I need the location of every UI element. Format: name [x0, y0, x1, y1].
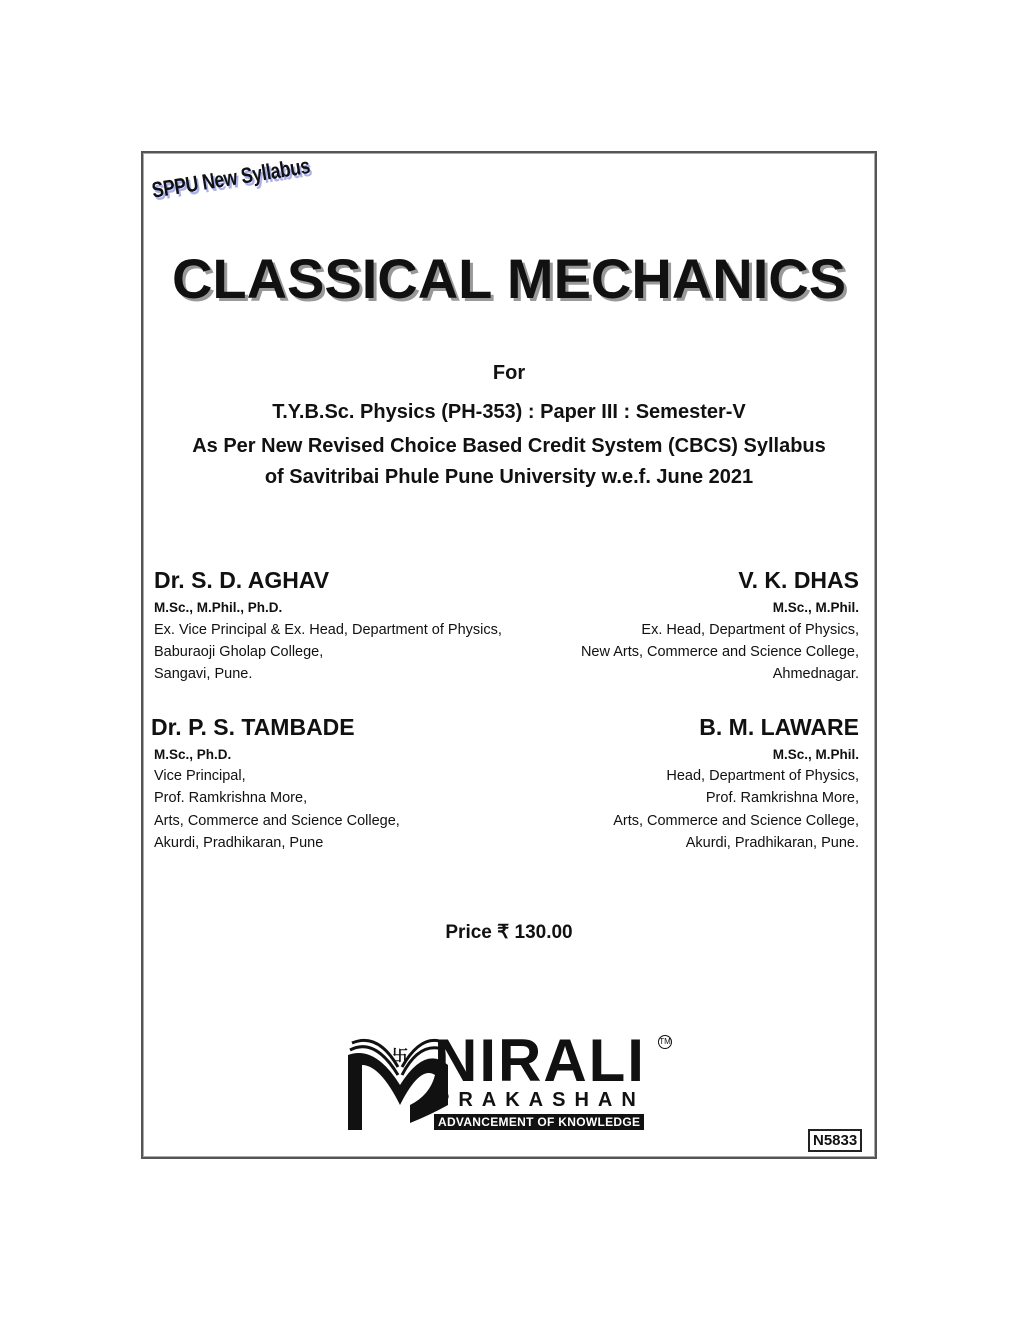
- author-affiliation: New Arts, Commerce and Science College,: [580, 644, 859, 660]
- publisher-subtitle: PRAKASHAN: [436, 1089, 645, 1111]
- publisher-name: NIRALI: [434, 1027, 646, 1094]
- price: Price ₹ 130.00: [445, 922, 573, 943]
- author-qualification: M.Sc., M.Phil.: [772, 747, 859, 762]
- author-name: B. M. LAWARE: [699, 714, 859, 740]
- publisher-tagline: ADVANCEMENT OF KNOWLEDGE: [434, 1114, 644, 1130]
- author-affiliation: Sangavi, Pune.: [154, 666, 253, 682]
- course-line: T.Y.B.Sc. Physics (PH-353) : Paper III : Semester-V: [272, 401, 746, 423]
- author-affiliation: Ex. Head, Department of Physics,: [641, 622, 859, 638]
- author-name: Dr. P. S. TAMBADE: [151, 714, 355, 740]
- book-title: CLASSICAL MECHANICS: [171, 247, 847, 310]
- syllabus-line: As Per New Revised Choice Based Credit System (CBCS) Syllabus: [192, 435, 826, 457]
- svg-text:卐: 卐: [392, 1046, 409, 1065]
- publisher-logo: [340, 1027, 680, 1130]
- author-affiliation: Arts, Commerce and Science College,: [154, 813, 400, 829]
- university-line: of Savitribai Phule Pune University w.e.f. June 2021: [264, 466, 754, 488]
- author-affiliation: Akurdi, Pradhikaran, Pune: [154, 835, 324, 851]
- author-affiliation: Prof. Ramkrishna More,: [705, 790, 859, 806]
- author-affiliation: Ahmednagar.: [772, 666, 859, 682]
- author-qualification: M.Sc., M.Phil., Ph.D.: [154, 600, 283, 615]
- author-qualification: M.Sc., Ph.D.: [154, 747, 232, 762]
- author-qualification: M.Sc., M.Phil.: [772, 600, 859, 615]
- author-affiliation: Akurdi, Pradhikaran, Pune.: [685, 835, 859, 851]
- trademark-icon: TM: [658, 1035, 672, 1049]
- syllabus-badge: SPPU New Syllabus: [150, 153, 312, 203]
- author-affiliation: Ex. Vice Principal & Ex. Head, Department of Physics,: [154, 622, 502, 638]
- author-affiliation: Vice Principal,: [154, 768, 246, 784]
- book-code: N5833: [808, 1129, 862, 1152]
- author-affiliation: Arts, Commerce and Science College,: [613, 813, 859, 829]
- for-label: For: [492, 362, 526, 384]
- author-name: V. K. DHAS: [738, 567, 859, 593]
- author-affiliation: Head, Department of Physics,: [666, 768, 859, 784]
- author-affiliation: Prof. Ramkrishna More,: [154, 790, 308, 806]
- author-name: Dr. S. D. AGHAV: [154, 567, 330, 593]
- author-affiliation: Baburaoji Gholap College,: [154, 644, 324, 660]
